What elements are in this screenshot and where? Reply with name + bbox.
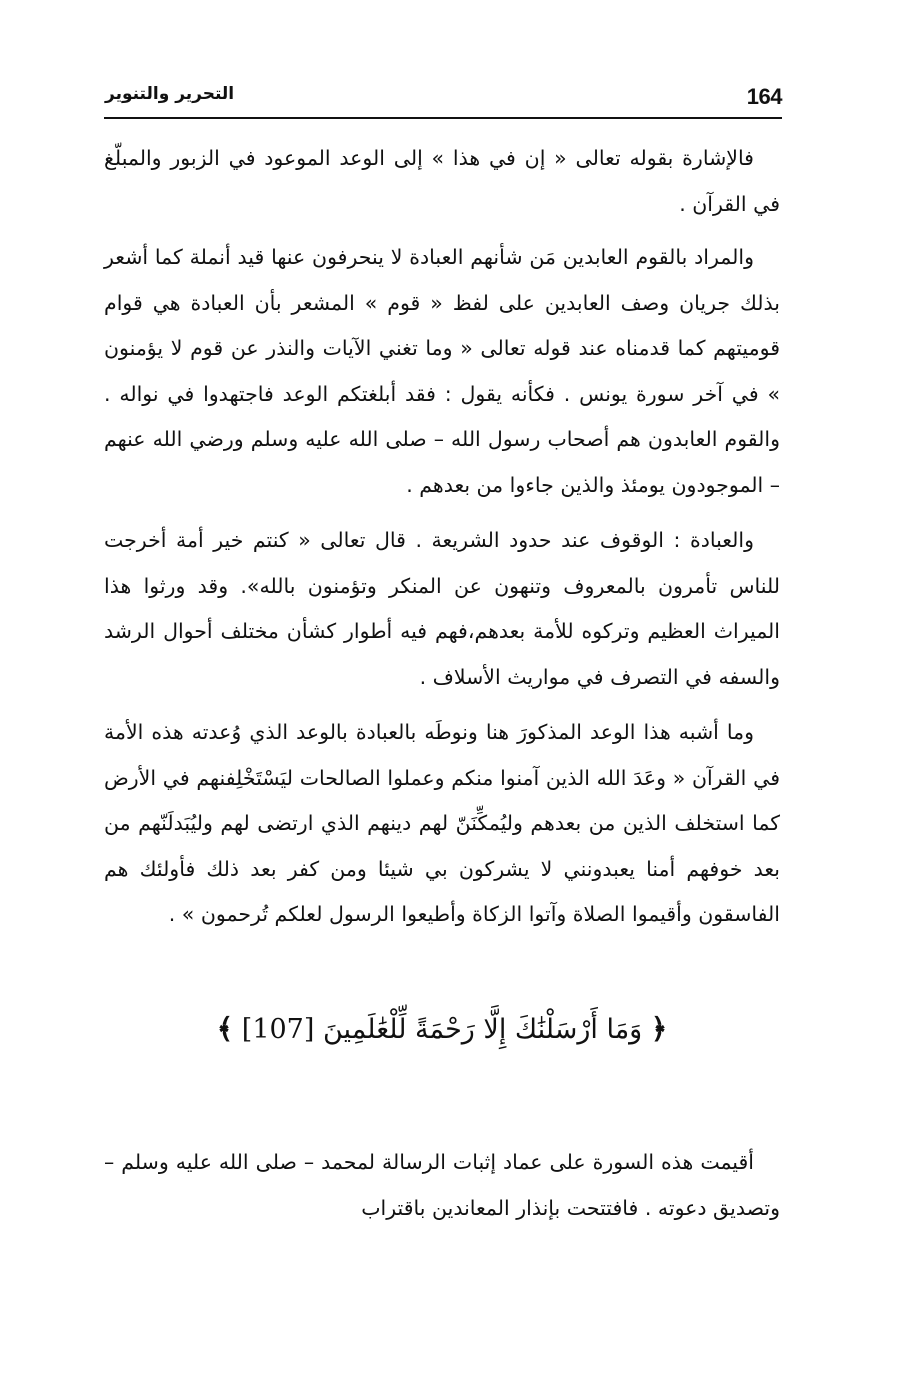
page-number: 164 <box>746 84 782 109</box>
main-text <box>104 136 780 948</box>
verse-open-bracket: ﴿ <box>650 1012 668 1045</box>
quran-verse <box>104 1012 780 1045</box>
verse-close-bracket: ﴾ <box>216 1012 234 1045</box>
running-title: التحرير والتنوير <box>105 84 235 104</box>
paragraph: والمراد بالقوم العابدين مَن شأنهم العبادة لا ينحرفون عنها قيد أنملة كما أشعر بذلك جريان وصف العابدين على لفظ « قوم » المشعر بأن العبادة هي قوام قوميتهم كما قدمناه عند قوله تعالى « وما تغني الآيات والنذر عن قوم لا يؤمنون » في آخر سورة يونس . فكأنه يقول : فقد أبلغتكم الوعد فاجتهدوا في نواله . والقوم العابدون هم أصحاب رسول الله – صلى الله عليه وسلم ورضي الله عنهم – الموجودون يومئذ والذين جاءوا من بعدهم . <box>104 245 780 497</box>
tail-paragraph: أقيمت هذه السورة على عماد إثبات الرسالة لمحمد – صلى الله عليه وسلم – وتصديق دعوته . فافتتحت بإنذار المعاندين باقتراب <box>104 1149 780 1220</box>
paragraph: وما أشبه هذا الوعد المذكورَ هنا ونوطَه بالعبادة بالوعد الذي وُعدته هذه الأمة في القرآن « وعَدَ الله الذين آمنوا منكم وعملوا الصالحات ليَسْتَخْلِفنهم في الأرض كما استخلف الذين من بعدهم وليُمكِّنَنّ لهم دينهم الذي ارتضى لهم وليُبَدلَنّهم من بعد خوفهم أمنا يعبدونني لا يشركون بي شيئا ومن كفر بعد ذلك فأولئك هم الفاسقون وأقيموا الصلاة وآتوا الزكاة وأطيعوا الرسول لعلكم تُرحمون » . <box>104 720 780 926</box>
paragraph: والعبادة : الوقوف عند حدود الشريعة . قال تعالى « كنتم خير أمة أخرجت للناس تأمرون بالمعروف وتنهون عن المنكر وتؤمنون بالله». وقد ورثوا هذا الميراث العظيم وتركوه للأمة بعدهم،فهم فيه أطوار كشأن مختلف أحوال الرشد والسفه في التصرف في مواريث الأسلاف . <box>104 528 780 689</box>
paragraph: فالإشارة بقوله تعالى « إن في هذا » إلى الوعد الموعود في الزبور والمبلّغ في القرآن . <box>104 146 780 216</box>
page-header <box>105 84 782 114</box>
verse-number: [107] <box>241 1014 315 1045</box>
verse-text: وَمَا أَرْسَلْنَٰكَ إِلَّا رَحْمَةً لِّلْعَٰلَمِينَ <box>323 1014 643 1045</box>
header-rule <box>104 117 782 119</box>
